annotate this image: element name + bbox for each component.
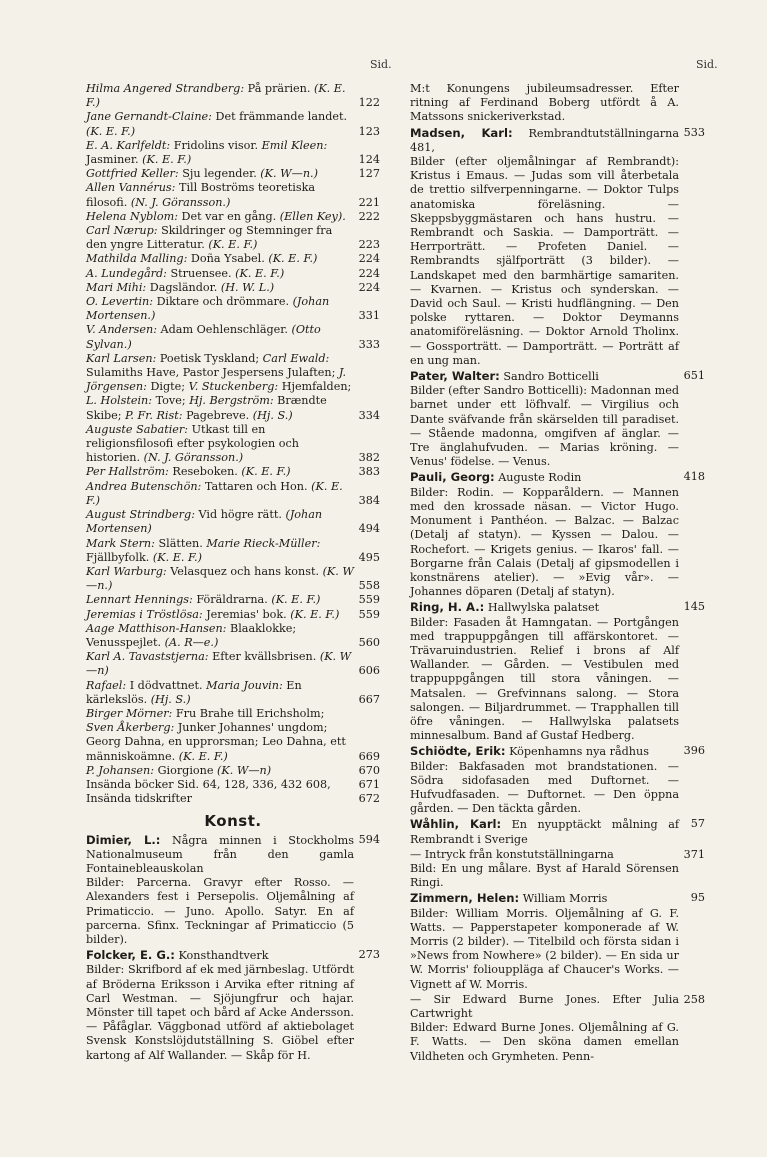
- entry-title5: Tove;: [152, 394, 186, 408]
- art-illustrations: Bilder (efter oljemålningar af Rembrandt): Kristus i Emaus. — Judas som vill återbetala de trettio silfverpenningarne. — Doktor Tulps anatomiska föreläsning. — Skeppsbyggmästaren och hans hustru. — Rembrandt och Saskia. — Damporträtt. — Herrporträtt. — Profeten Daniel. — Rembrandts själfporträtt (3 bilder). — Landskapet med den barmhärtige samariten. — Kvarnen. — Kristus och synderskan. — David och Saul. — Kristi hudflängning. — Den polske ryttaren. — Doktor Deymanns anatomiföreläsning. — Doktor Arnold Tholinx. — Gossporträtt. — Damporträtt. — Porträtt af en ung man.: [410, 155, 679, 367]
- page-number: 606: [358, 664, 380, 678]
- entry-note: (Johan Mortensen): [86, 508, 323, 536]
- entry-text: [86, 537, 354, 565]
- page-number: 560: [358, 635, 380, 649]
- entry-text: [86, 110, 354, 138]
- page-number: 559: [358, 593, 380, 607]
- literature-entry: [86, 480, 380, 508]
- page-number: 224: [358, 266, 380, 280]
- entry-author: Gottfried Keller:: [86, 167, 179, 181]
- entry-note: (K. E. F.): [264, 252, 318, 266]
- page-number: 222: [358, 209, 380, 223]
- entry-title: Jeremias' bok.: [202, 607, 287, 621]
- page-number: 123: [358, 124, 380, 138]
- entry-title: Diktare och drömmare.: [153, 295, 290, 309]
- art-illustrations: Bilder: Parcerna. Gravyr efter Rosso. — Alexanders fest i Persepolis. Oljemålning af Primaticcio. — Juno. Apollo. Satyr. En af parcerna. Sfinx. Teckningar af Primaticcio (5 bilder).: [86, 876, 354, 946]
- entry-note: (K. E. F.): [138, 153, 192, 167]
- entry-extra2: J. Jörgensen:: [86, 366, 347, 394]
- entry-title: Utkast till en religionsfilosofi efter psykologien och historien.: [86, 422, 299, 465]
- entry-text: [86, 323, 354, 351]
- art-entry: [410, 126, 705, 368]
- entry-text: [86, 593, 354, 607]
- entry-text: [86, 707, 354, 764]
- entry-extra3: V. Stuckenberg:: [185, 380, 279, 394]
- art-title: — Intryck från konstutställningarna: [410, 847, 614, 861]
- entry-title: Insända böcker Sid. 64, 128, 336, 432 608,: [86, 777, 331, 791]
- entry-title: I dödvattnet.: [126, 678, 203, 692]
- page-number: 672: [358, 792, 380, 806]
- art-author: Folcker, E. G.:: [86, 948, 175, 963]
- art-entry: [410, 470, 705, 599]
- entry-text: [86, 650, 354, 678]
- page-number: 383: [358, 465, 380, 479]
- art-author: Pauli, Georg:: [410, 470, 495, 485]
- entry-author: Andrea Butenschön:: [86, 479, 202, 493]
- entry-note: (Ellen Key).: [276, 209, 346, 223]
- entry-title2: Sulamiths Have, Pastor Jespersens Julaften;: [86, 366, 336, 380]
- art-entry-text: [410, 369, 679, 469]
- left-column: [86, 82, 380, 1064]
- entry-note: (Hj. S.): [147, 692, 191, 706]
- art-illustrations: Bild: En ung målare. Byst af Harald Sörensen Ringi.: [410, 861, 679, 890]
- art-entry-text: [86, 833, 354, 948]
- entry-title: Giorgione: [154, 763, 214, 777]
- entry-text: [86, 778, 354, 792]
- entry-note: (K. W—n): [213, 763, 272, 777]
- art-entry-text: [410, 848, 679, 891]
- entry-author: Mathilda Malling:: [86, 252, 188, 266]
- art-illustrations: Bilder: Bakfasaden mot brandstationen. — Södra sidofasaden med Duftornet. — Hufvudfasaden. — Duftornet. — Den öppna gården. — Den täckta gården.: [410, 759, 679, 816]
- page-col-header-left: Sid.: [370, 58, 392, 71]
- entry-note: (N. J. Göransson.): [140, 451, 244, 465]
- art-title: Några minnen i Stockholms Nationalmuseum från den gamla Fontainebleauskolan: [86, 833, 354, 875]
- page-number: 494: [358, 522, 380, 536]
- art-illustrations: Bilder (efter Sandro Botticelli): Madonnan med barnet under ett löfhvalf. — Virgilius och Dante sväfvande från skärselden till paradiset. — Stående madonna, omgifven af änglar. — Tre änglahufvuden. — Marias kröning. — Venus' födelse. — Venus.: [410, 384, 679, 469]
- entry-author: Aage Matthison-Hansen:: [86, 621, 227, 635]
- entry-author: Jeremias i Tröstlösa:: [86, 607, 203, 621]
- page-number: 559: [358, 607, 380, 621]
- page-number: 333: [358, 337, 380, 351]
- entry-note: (N. J. Göransson.): [127, 195, 231, 209]
- entry-extra: Carl Ewald:: [259, 351, 330, 365]
- literature-entry: [86, 465, 380, 479]
- literature-entry: [86, 139, 380, 167]
- literature-entry: [86, 778, 380, 792]
- entry-text: [86, 139, 354, 167]
- page-number: 145: [683, 600, 705, 614]
- entry-text: [86, 167, 354, 181]
- art-entry-text: [410, 470, 679, 599]
- entry-title3: Digte;: [146, 380, 186, 394]
- art-entry: [86, 833, 380, 948]
- entry-text: [86, 608, 354, 622]
- entry-note: (K. E. F.): [86, 82, 346, 110]
- entry-note: (K. E. F.): [231, 266, 285, 280]
- entry-author: Allen Vannérus:: [86, 181, 176, 195]
- page-number: 331: [358, 309, 380, 323]
- art-author: Schiödte, Erik:: [410, 744, 506, 759]
- page-number: 371: [683, 847, 705, 861]
- entry-title: Insända tidskrifter: [86, 792, 192, 806]
- art-title: Rembrandtutställningarna 481,: [410, 126, 679, 154]
- entry-text: [86, 82, 354, 110]
- entry-text: [86, 679, 354, 707]
- page-number: 124: [358, 153, 380, 167]
- entry-title: Sju legender.: [178, 167, 257, 181]
- entry-author: V. Andersen:: [86, 323, 157, 337]
- art-title: — Sir Edward Burne Jones. Efter Julia Cartwright: [410, 992, 679, 1020]
- page-number: 396: [683, 744, 705, 758]
- literature-entry: [86, 323, 380, 351]
- entry-title2: Fjällbyfolk.: [86, 550, 150, 564]
- page-number: 382: [358, 451, 380, 465]
- entry-author: Karl Warburg:: [86, 564, 167, 578]
- art-author: Ring, H. A.:: [410, 600, 485, 615]
- entry-author: Jane Gernandt-Claine:: [86, 110, 212, 124]
- art-entry: [410, 600, 705, 743]
- page-col-header-right: Sid.: [696, 58, 718, 71]
- art-author: Wåhlin, Karl:: [410, 817, 502, 832]
- page-number: 533: [683, 125, 705, 139]
- art-entry: [410, 817, 705, 846]
- literature-entry: [86, 82, 380, 110]
- entry-title: Det var en gång.: [177, 209, 277, 223]
- page-number: 273: [358, 948, 380, 962]
- art-entry-text: [410, 817, 679, 846]
- art-entry: [410, 369, 705, 469]
- entry-text: [86, 423, 354, 466]
- literature-entry: [86, 281, 380, 295]
- entry-title7: Pagebreve.: [182, 408, 250, 422]
- entry-note: (A. R—e.): [161, 635, 219, 649]
- entry-text: [86, 792, 354, 806]
- entry-text: [86, 352, 354, 423]
- entry-note: (K. W—n.): [256, 167, 318, 181]
- art-illustrations: Bilder: William Morris. Oljemålning af G. F. Watts. — Papperstapeter komponerade af W. Morris (2 bilder). — Titelbild och första sidan i »News from Nowhere» (2 bilder). — En sida ur W. Morris' foliouppläga af Chaucer's Works. — Vignett af W. Morris.: [410, 906, 679, 991]
- entry-title: Vid högre rätt.: [194, 508, 282, 522]
- page-number: 667: [358, 692, 380, 706]
- entry-note: (K. E. F.): [175, 749, 228, 763]
- entry-text: [86, 764, 354, 778]
- entry-author: E. A. Karlfeldt:: [86, 138, 171, 152]
- entry-extra6: P. Fr. Rist:: [121, 408, 183, 422]
- art-entry-text: [410, 891, 679, 991]
- literature-entry: [86, 608, 380, 622]
- literature-entry: [86, 352, 380, 423]
- entry-extra: Sven Åkerberg:: [86, 721, 175, 735]
- entry-note: (K. E. F.): [149, 550, 202, 564]
- entry-title: Det främmande landet.: [211, 110, 348, 124]
- art-author: Dimier, L.:: [86, 832, 161, 847]
- entry-note: (Johan Mortensen.): [86, 295, 330, 323]
- entry-title: Adam Oehlenschläger.: [157, 323, 288, 337]
- art-author: Zimmern, Helen:: [410, 891, 520, 906]
- art-title: M:t Konungens jubileumsadresser. Efter ritning af Ferdinand Boberg utfördt å A. Matssons snickeriverkstad.: [410, 82, 679, 124]
- entry-extra: Emil Kleen:: [258, 138, 328, 152]
- entry-author: Lennart Hennings:: [86, 593, 193, 607]
- art-entry: [410, 744, 705, 816]
- art-entry-text: [410, 600, 679, 743]
- literature-entry: [86, 210, 380, 224]
- art-entry: [410, 993, 705, 1064]
- art-entry: [86, 948, 380, 1063]
- art-title: Sandro Botticelli: [503, 370, 599, 384]
- entry-title6: Brændte Skibe;: [86, 394, 327, 422]
- page-number: 495: [358, 550, 380, 564]
- entry-title: Dagsländor.: [146, 280, 218, 294]
- entry-author: Mari Mihi:: [86, 280, 147, 294]
- art-entry-text: [410, 126, 679, 368]
- art-author: Pater, Walter:: [410, 369, 500, 384]
- art-title: Köpenhamns nya rådhus: [509, 745, 649, 759]
- entry-title: Blaaklokke; Venusspejlet.: [86, 621, 297, 649]
- section-heading-konst: Konst.: [204, 812, 262, 831]
- entry-title2: Jasminer.: [86, 153, 139, 167]
- entry-title: Tattaren och Hon.: [201, 479, 308, 493]
- literature-entry: [86, 622, 380, 650]
- literature-entry: [86, 252, 380, 266]
- literature-entry: [86, 792, 380, 806]
- literature-entry: [86, 110, 380, 138]
- entry-title: Fridolins visor.: [170, 138, 259, 152]
- entry-author: Mark Stern:: [86, 536, 155, 550]
- entry-title: Föräldrarna.: [192, 593, 268, 607]
- entry-text: [86, 480, 354, 508]
- literature-entry: [86, 679, 380, 707]
- art-title: Hallwylska palatset: [487, 601, 600, 615]
- entry-author: Per Hallström:: [86, 465, 169, 479]
- art-entry-text: [86, 948, 354, 1063]
- art-entry-text: [410, 993, 679, 1064]
- entry-note: (K. E. F.): [86, 479, 343, 507]
- entry-text: [86, 295, 354, 323]
- entry-text: [86, 224, 354, 252]
- entry-title: På prärien.: [244, 82, 311, 95]
- page-number: 670: [358, 763, 380, 777]
- page-number: 223: [358, 238, 380, 252]
- page-number: 384: [358, 493, 380, 507]
- entry-text: [86, 252, 354, 266]
- entry-title: Poetisk Tyskland;: [156, 351, 260, 365]
- entry-title: Reseboken.: [168, 465, 238, 479]
- literature-entry: [86, 423, 380, 466]
- art-illustrations: Bilder: Skrifbord af ek med järnbeslag. Utfördt af Bröderna Eriksson i Arvika efter ritning af Carl Westman. — Sjöjungfrur och hajar. Mönster till tapet och bård af Acke Andersson. — Påfåglar. Väggbonad utförd af aktiebolaget Svensk Konstslöjdutställning S. Giöbel efter kartong af Alf Wallander. — Skåp för H.: [86, 963, 354, 1062]
- entry-extra4: L. Holstein:: [86, 394, 153, 408]
- literature-entry: [86, 537, 380, 565]
- entry-title2: En kärlekslös.: [86, 678, 302, 706]
- literature-entry: [86, 508, 380, 536]
- literature-entry: [86, 764, 380, 778]
- art-entry: [410, 848, 705, 891]
- literature-entry: [86, 707, 380, 764]
- page-number: 334: [358, 408, 380, 422]
- entry-text: [86, 210, 354, 224]
- literature-entry: [86, 295, 380, 323]
- entry-text: [86, 267, 354, 281]
- entry-note: (K. E. F.): [204, 238, 258, 252]
- art-entry-text: [410, 82, 679, 125]
- entry-author: Karl Larsen:: [86, 351, 157, 365]
- literature-entry: [86, 224, 380, 252]
- art-title: En nyupptäckt målning af Rembrandt i Sverige: [410, 818, 680, 846]
- entry-note: (Otto Sylvan.): [86, 323, 321, 351]
- entry-extra: Marie Rieck-Müller:: [202, 536, 321, 550]
- entry-note: (K. E. F.): [267, 593, 321, 607]
- entry-note: (K. W—n): [86, 650, 352, 678]
- entry-author: Rafael:: [86, 678, 127, 692]
- page-number: 594: [358, 832, 380, 846]
- art-entry-text: [410, 744, 679, 816]
- page-number: 669: [358, 749, 380, 763]
- literature-entry: [86, 593, 380, 607]
- page-number: 418: [683, 470, 705, 484]
- literature-entry: [86, 267, 380, 281]
- art-illustrations: Bilder: Rodin. — Kopparåldern. — Mannen med den krossade näsan. — Victor Hugo. Monument i Panthéon. — Balzac. — Balzac (Detalj af statyn). — Kyssen — Dalou. — Rochefort. — Krigets genius. — Ikaros' fall. — Borgarne från Calais (Detalj af gipsmodellen i konstnärens atelier). — »Evig vår». — Johannes döparen (Detalj af statyn).: [410, 485, 679, 599]
- entry-text: [86, 465, 354, 479]
- art-title: Auguste Rodin: [498, 471, 582, 485]
- page-number: 224: [358, 252, 380, 266]
- page-number: 122: [358, 96, 380, 110]
- art-author: Madsen, Karl:: [410, 125, 513, 140]
- entry-author: Birger Mörner:: [86, 706, 173, 720]
- entry-extra5: Hj. Bergström:: [185, 394, 274, 408]
- entry-title: Slätten.: [154, 536, 203, 550]
- entry-title: Efter kvällsbrisen.: [208, 650, 317, 664]
- entry-author: A. Lundegård:: [86, 266, 167, 280]
- entry-title: Fru Brahe till Erichsholm;: [172, 706, 325, 720]
- entry-author: Helena Nyblom:: [86, 209, 178, 223]
- page-number: 57: [690, 817, 705, 831]
- entry-title: Struensee.: [166, 266, 232, 280]
- entry-note: (K. E. F.): [86, 124, 136, 138]
- entry-note: (Hj. S.): [249, 408, 293, 422]
- entry-title: Skildringer og Stemninger fra den yngre Litteratur.: [86, 224, 333, 252]
- page-number: 127: [358, 167, 380, 181]
- entry-text: [86, 508, 354, 536]
- page-number: 671: [358, 777, 380, 791]
- literature-entry: [86, 167, 380, 181]
- art-title: William Morris: [522, 892, 608, 906]
- literature-entry: [86, 650, 380, 678]
- page-number: 651: [683, 369, 705, 383]
- page-number: 224: [358, 280, 380, 294]
- entry-note: (K. E. F.): [237, 465, 291, 479]
- entry-text: [86, 181, 354, 209]
- entry-author: O. Levertin:: [86, 295, 154, 309]
- entry-text: [86, 281, 354, 295]
- entry-title: Till Boströms teoretiska filosofi.: [86, 181, 316, 209]
- art-illustrations: Bilder: Edward Burne Jones. Oljemålning af G. F. Watts. — Den sköna damen emellan Vildheten och Grymheten. Penn-: [410, 1021, 679, 1063]
- art-title: Konsthandtverk: [178, 949, 269, 963]
- entry-author: Hilma Angered Strandberg:: [86, 82, 245, 95]
- page-number: 558: [358, 579, 380, 593]
- entry-author: Auguste Sabatier:: [86, 422, 189, 436]
- entry-note: (K. W—n.): [86, 564, 354, 593]
- entry-note: (H. W. L.): [217, 280, 275, 294]
- entry-text: [86, 622, 354, 650]
- entry-text: [86, 565, 354, 593]
- entry-note: (K. E. F.): [286, 607, 340, 621]
- entry-author: P. Johansen:: [86, 763, 155, 777]
- entry-author: Carl Nærup:: [86, 224, 158, 238]
- page-number: 95: [690, 891, 705, 905]
- page-number: 258: [683, 992, 705, 1006]
- art-entry: [410, 891, 705, 991]
- art-entry: [410, 82, 705, 125]
- entry-title2: Junker Johannes' ungdom; Georg Dahna, en upprorsman; Leo Dahna, ett människoämne.: [86, 721, 346, 763]
- right-column: [410, 82, 705, 1065]
- literature-entry: [86, 181, 380, 209]
- entry-title: Velasquez och hans konst.: [166, 564, 320, 578]
- entry-title: Doña Ysabel.: [187, 252, 265, 266]
- entry-extra: Maria Jouvin:: [202, 678, 283, 692]
- entry-author: August Strindberg:: [86, 508, 195, 522]
- entry-author: Karl A. Tavaststjerna:: [86, 650, 209, 664]
- art-illustrations: Bilder: Fasaden åt Hamngatan. — Portgången med trappuppgången till affärskontoret. — Trävaruindustrien. Relief i brons af Alf Wallander. — Gården. — Vestibulen med trappuppgången till stora våningen. — Matsalen. — Grefvinnans salong. — Stora salongen. — Biljardrummet. — Trapphallen till öfre våningen. — Hallwylska palatsets minnesalbum. Band af Gustaf Hedberg.: [410, 615, 679, 743]
- page-number: 221: [358, 195, 380, 209]
- entry-title4: Hjemfalden;: [278, 380, 352, 394]
- literature-entry: [86, 565, 380, 593]
